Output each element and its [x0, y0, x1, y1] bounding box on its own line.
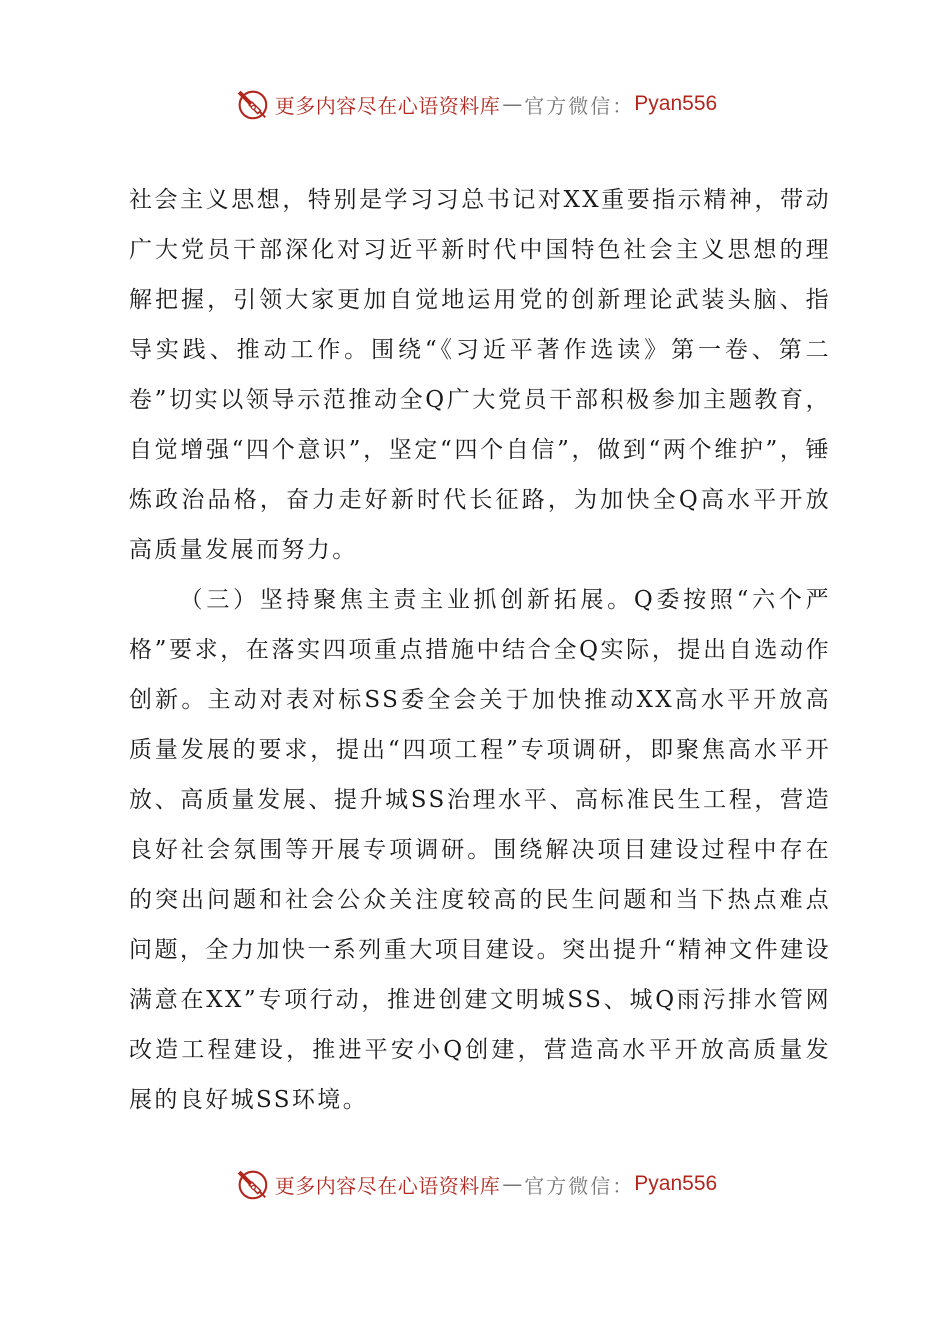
banner-dash: —	[502, 1172, 523, 1196]
banner-title: 更多内容尽在心语资料库	[274, 1173, 501, 1198]
banner-wechat-label: 官方微信：	[524, 93, 635, 118]
banner-dash: —	[502, 92, 523, 116]
header-watermark-banner	[0, 80, 950, 128]
pen-nib-logo-icon	[233, 1165, 271, 1203]
document-body	[129, 175, 831, 1125]
banner-wechat-id: Pyan556	[634, 1172, 718, 1195]
banner-wechat-label: 官方微信：	[524, 1173, 635, 1198]
body-paragraph-2: （三）坚持聚焦主责主业抓创新拓展。Q委按照“六个严格”要求，在落实四项重点措施中结合全Q实际，提出自选动作创新。主动对表对标SS委全会关于加快推动XX高水平开放高质量发展的要求，提出“四项工程”专项调研，即聚焦高水平开放、高质量发展、提升城SS治理水平、高标准民生工程，营造良好社会氛围等开展专项调研。围绕解决项目建设过程中存在的突出问题和社会公众关注度较高的民生问题和当下热点难点问题，全力加快一系列重大项目建设。突出提升“精神文件建设满意在XX”专项行动，推进创建文明城SS、城Q雨污排水管网改造工程建设，推进平安小Q创建，营造高水平开放高质量发展的良好城SS环境。	[129, 587, 831, 1113]
pen-nib-logo-icon	[233, 85, 271, 123]
banner-title: 更多内容尽在心语资料库	[274, 93, 501, 118]
body-paragraph-1: 社会主义思想，特别是学习习总书记对XX重要指示精神，带动广大党员干部深化对习近平新时代中国特色社会主义思想的理解把握，引领大家更加自觉地运用党的创新理论武装头脑、指导实践、推动工作。围绕“《习近平著作选读》第一卷、第二卷”切实以领导示范推动全Q广大党员干部积极参加主题教育，自觉增强“四个意识”，坚定“四个自信”，做到“两个维护”，锤炼政治品格，奋力走好新时代长征路，为加快全Q高水平开放高质量发展而努力。	[129, 187, 831, 563]
banner-wechat-id: Pyan556	[634, 92, 718, 115]
footer-watermark-banner	[0, 1160, 950, 1208]
